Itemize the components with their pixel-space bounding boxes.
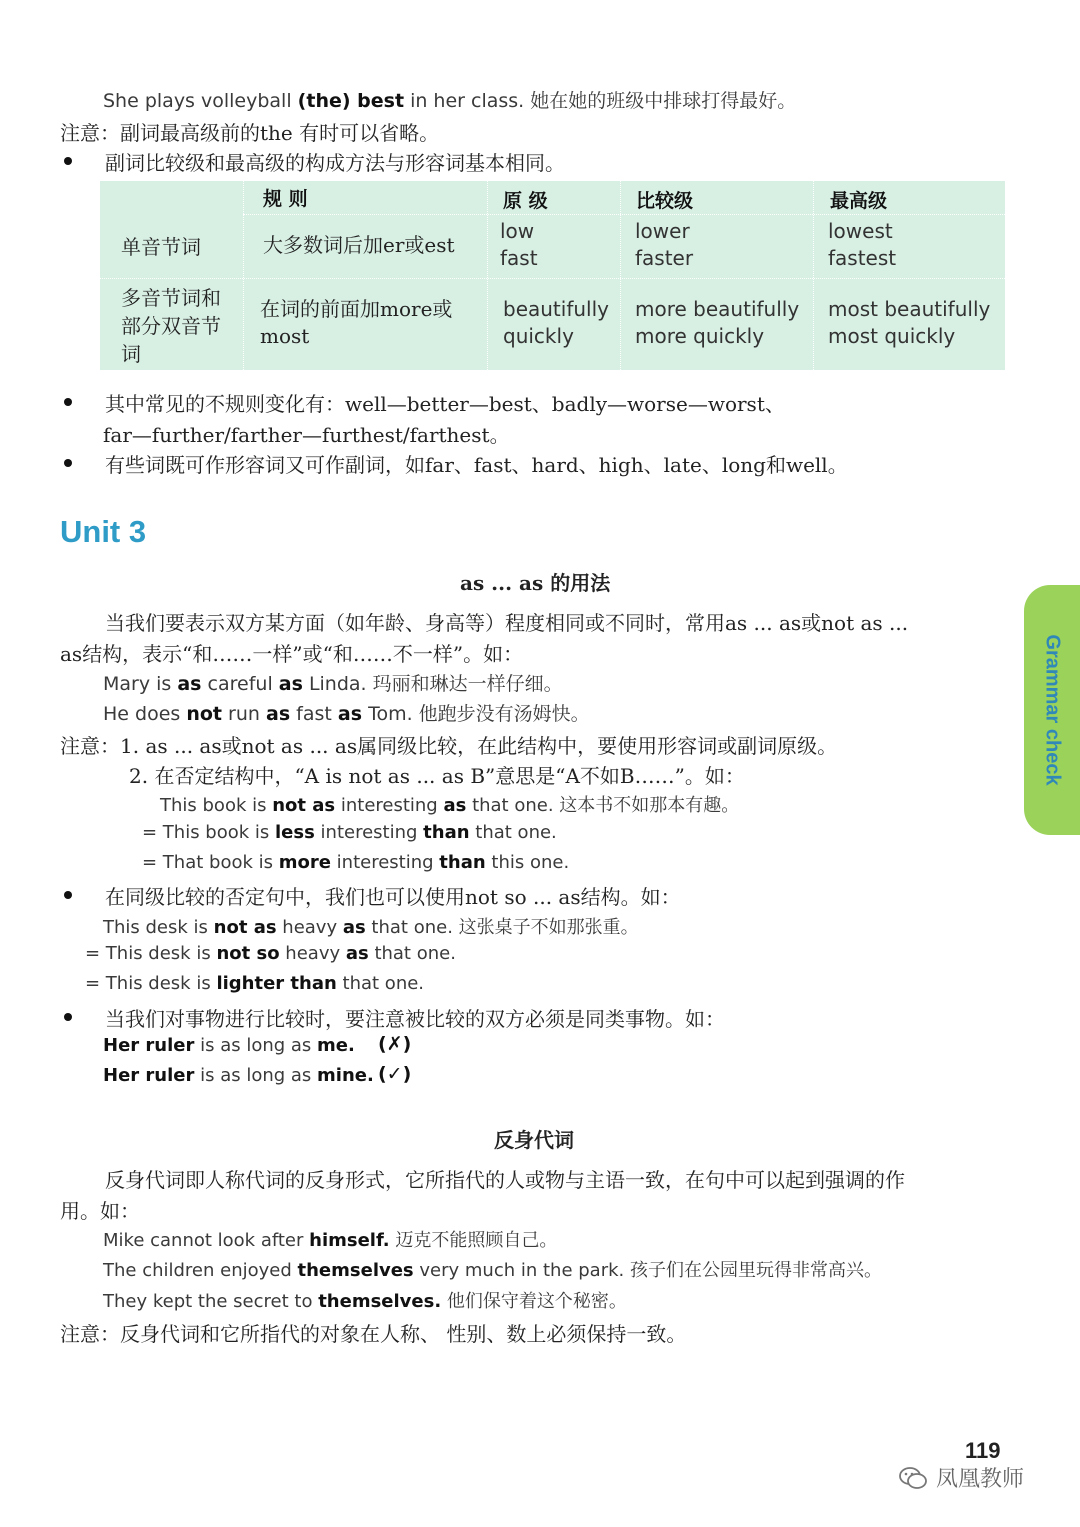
table-cell: beautifully	[503, 297, 609, 321]
section-heading: 反身代词	[494, 1128, 574, 1152]
table-cell-rule: 大多数词后加er或est	[263, 233, 455, 257]
grammar-check-tab[interactable]	[1024, 585, 1080, 835]
note: 注意：副词最高级前的the 有时可以省略。	[60, 121, 440, 145]
table-cell: faster	[635, 246, 694, 270]
table-cell: most beautifully	[828, 297, 991, 321]
example-sentence: = This book is less interesting than that one.	[142, 822, 557, 843]
table-cell: fastest	[828, 246, 897, 270]
comparison-table	[100, 181, 1005, 370]
table-cell-rule: most	[260, 324, 310, 348]
bullet-text: 当我们对事物进行比较时，要注意被比较的双方必须是同类事物。如：	[105, 1007, 725, 1031]
example-sentence: Her ruler is as long as me.	[103, 1035, 355, 1056]
bullet-icon	[64, 1013, 72, 1021]
correct-mark: (✓)	[378, 1063, 412, 1085]
table-cell: fast	[500, 246, 538, 270]
watermark-text: 凤凰教师	[936, 1467, 1025, 1492]
table-header-comparative: 比较级	[636, 190, 694, 212]
example-sentence: She plays volleyball (the) best in her class. 她在她的班级中排球打得最好。	[103, 90, 797, 112]
wrong-mark: (✗)	[378, 1033, 412, 1055]
paragraph: 用。如：	[60, 1199, 140, 1223]
bullet-icon	[64, 459, 72, 467]
example-sentence: Mike cannot look after himself. 迈克不能照顾自己。	[103, 1230, 558, 1251]
page-number: 119	[965, 1438, 1001, 1463]
example-sentence: This desk is not as heavy as that one. 这张桌子不如那张重。	[103, 917, 639, 938]
table-row-label: 词	[121, 342, 141, 366]
both-forms: 有些词既可作形容词又可作副词，如far、fast、hard、high、late、long和well。	[105, 453, 848, 477]
bullet-text: 在同级比较的否定句中，我们也可以使用not so ... as结构。如：	[105, 885, 681, 909]
table-row-label: 部分双音节	[121, 314, 221, 338]
table-cell: quickly	[503, 324, 574, 348]
example-sentence: = This desk is lighter than that one.	[85, 973, 425, 994]
section-heading: as ... as 的用法	[460, 571, 611, 595]
wechat-icon	[898, 1465, 928, 1491]
bullet-icon	[64, 157, 72, 165]
irregular-forms: 其中常见的不规则变化有：well—better—best、badly—worse—worst、	[105, 392, 785, 416]
table-header-superlative: 最高级	[830, 190, 888, 212]
unit-title: Unit 3	[60, 514, 147, 549]
example-sentence: Mary is as careful as Linda. 玛丽和琳达一样仔细。	[103, 673, 563, 695]
example-sentence: They kept the secret to themselves. 他们保守着这个秘密。	[103, 1291, 627, 1312]
table-header-rule: 规 则	[263, 188, 308, 210]
paragraph: 反身代词即人称代词的反身形式，它所指代的人或物与主语一致，在句中可以起到强调的作	[105, 1168, 905, 1192]
table-cell: more quickly	[635, 324, 765, 348]
note: 2. 在否定结构中，“A is not as ... as B”意思是“A不如B……”。如：	[129, 764, 745, 788]
example-sentence: Her ruler is as long as mine.	[103, 1065, 374, 1086]
side-tab-label: Grammar check	[1041, 634, 1064, 786]
bullet-icon	[64, 398, 72, 406]
bullet-icon	[64, 891, 72, 899]
table-row-label: 多音节词和	[121, 286, 221, 310]
note: 注意：1. as ... as或not as ... as属同级比较，在此结构中，要使用形容词或副词原级。	[60, 734, 838, 758]
table-cell: most quickly	[828, 324, 956, 348]
example-sentence: = This desk is not so heavy as that one.	[85, 943, 456, 964]
paragraph: 当我们要表示双方某方面（如年龄、身高等）程度相同或不同时，常用as ... as或not as ...	[105, 611, 909, 635]
note: 注意：反身代词和它所指代的对象在人称、 性别、数上必须保持一致。	[60, 1322, 687, 1346]
table-cell-rule: 在词的前面加more或	[260, 297, 453, 321]
example-sentence: This book is not as interesting as that one. 这本书不如那本有趣。	[160, 795, 740, 816]
example-sentence: He does not run as fast as Tom. 他跑步没有汤姆快。	[103, 703, 590, 725]
example-sentence: The children enjoyed themselves very much in the park. 孩子们在公园里玩得非常高兴。	[103, 1260, 882, 1281]
table-cell: low	[500, 219, 535, 243]
table-row-label: 单音节词	[121, 235, 201, 259]
irregular-forms-cont: far—further/farther—furthest/farthest。	[103, 423, 510, 447]
example-sentence: = That book is more interesting than this one.	[142, 852, 570, 873]
table-header-base: 原 级	[503, 190, 548, 212]
watermark	[898, 1462, 1024, 1493]
table-cell: more beautifully	[635, 297, 800, 321]
table-cell: lower	[635, 219, 690, 243]
paragraph: as结构，表示“和……一样”或“和……不一样”。如：	[60, 642, 524, 666]
table-cell: lowest	[828, 219, 893, 243]
bullet-text: 副词比较级和最高级的构成方法与形容词基本相同。	[105, 151, 565, 175]
